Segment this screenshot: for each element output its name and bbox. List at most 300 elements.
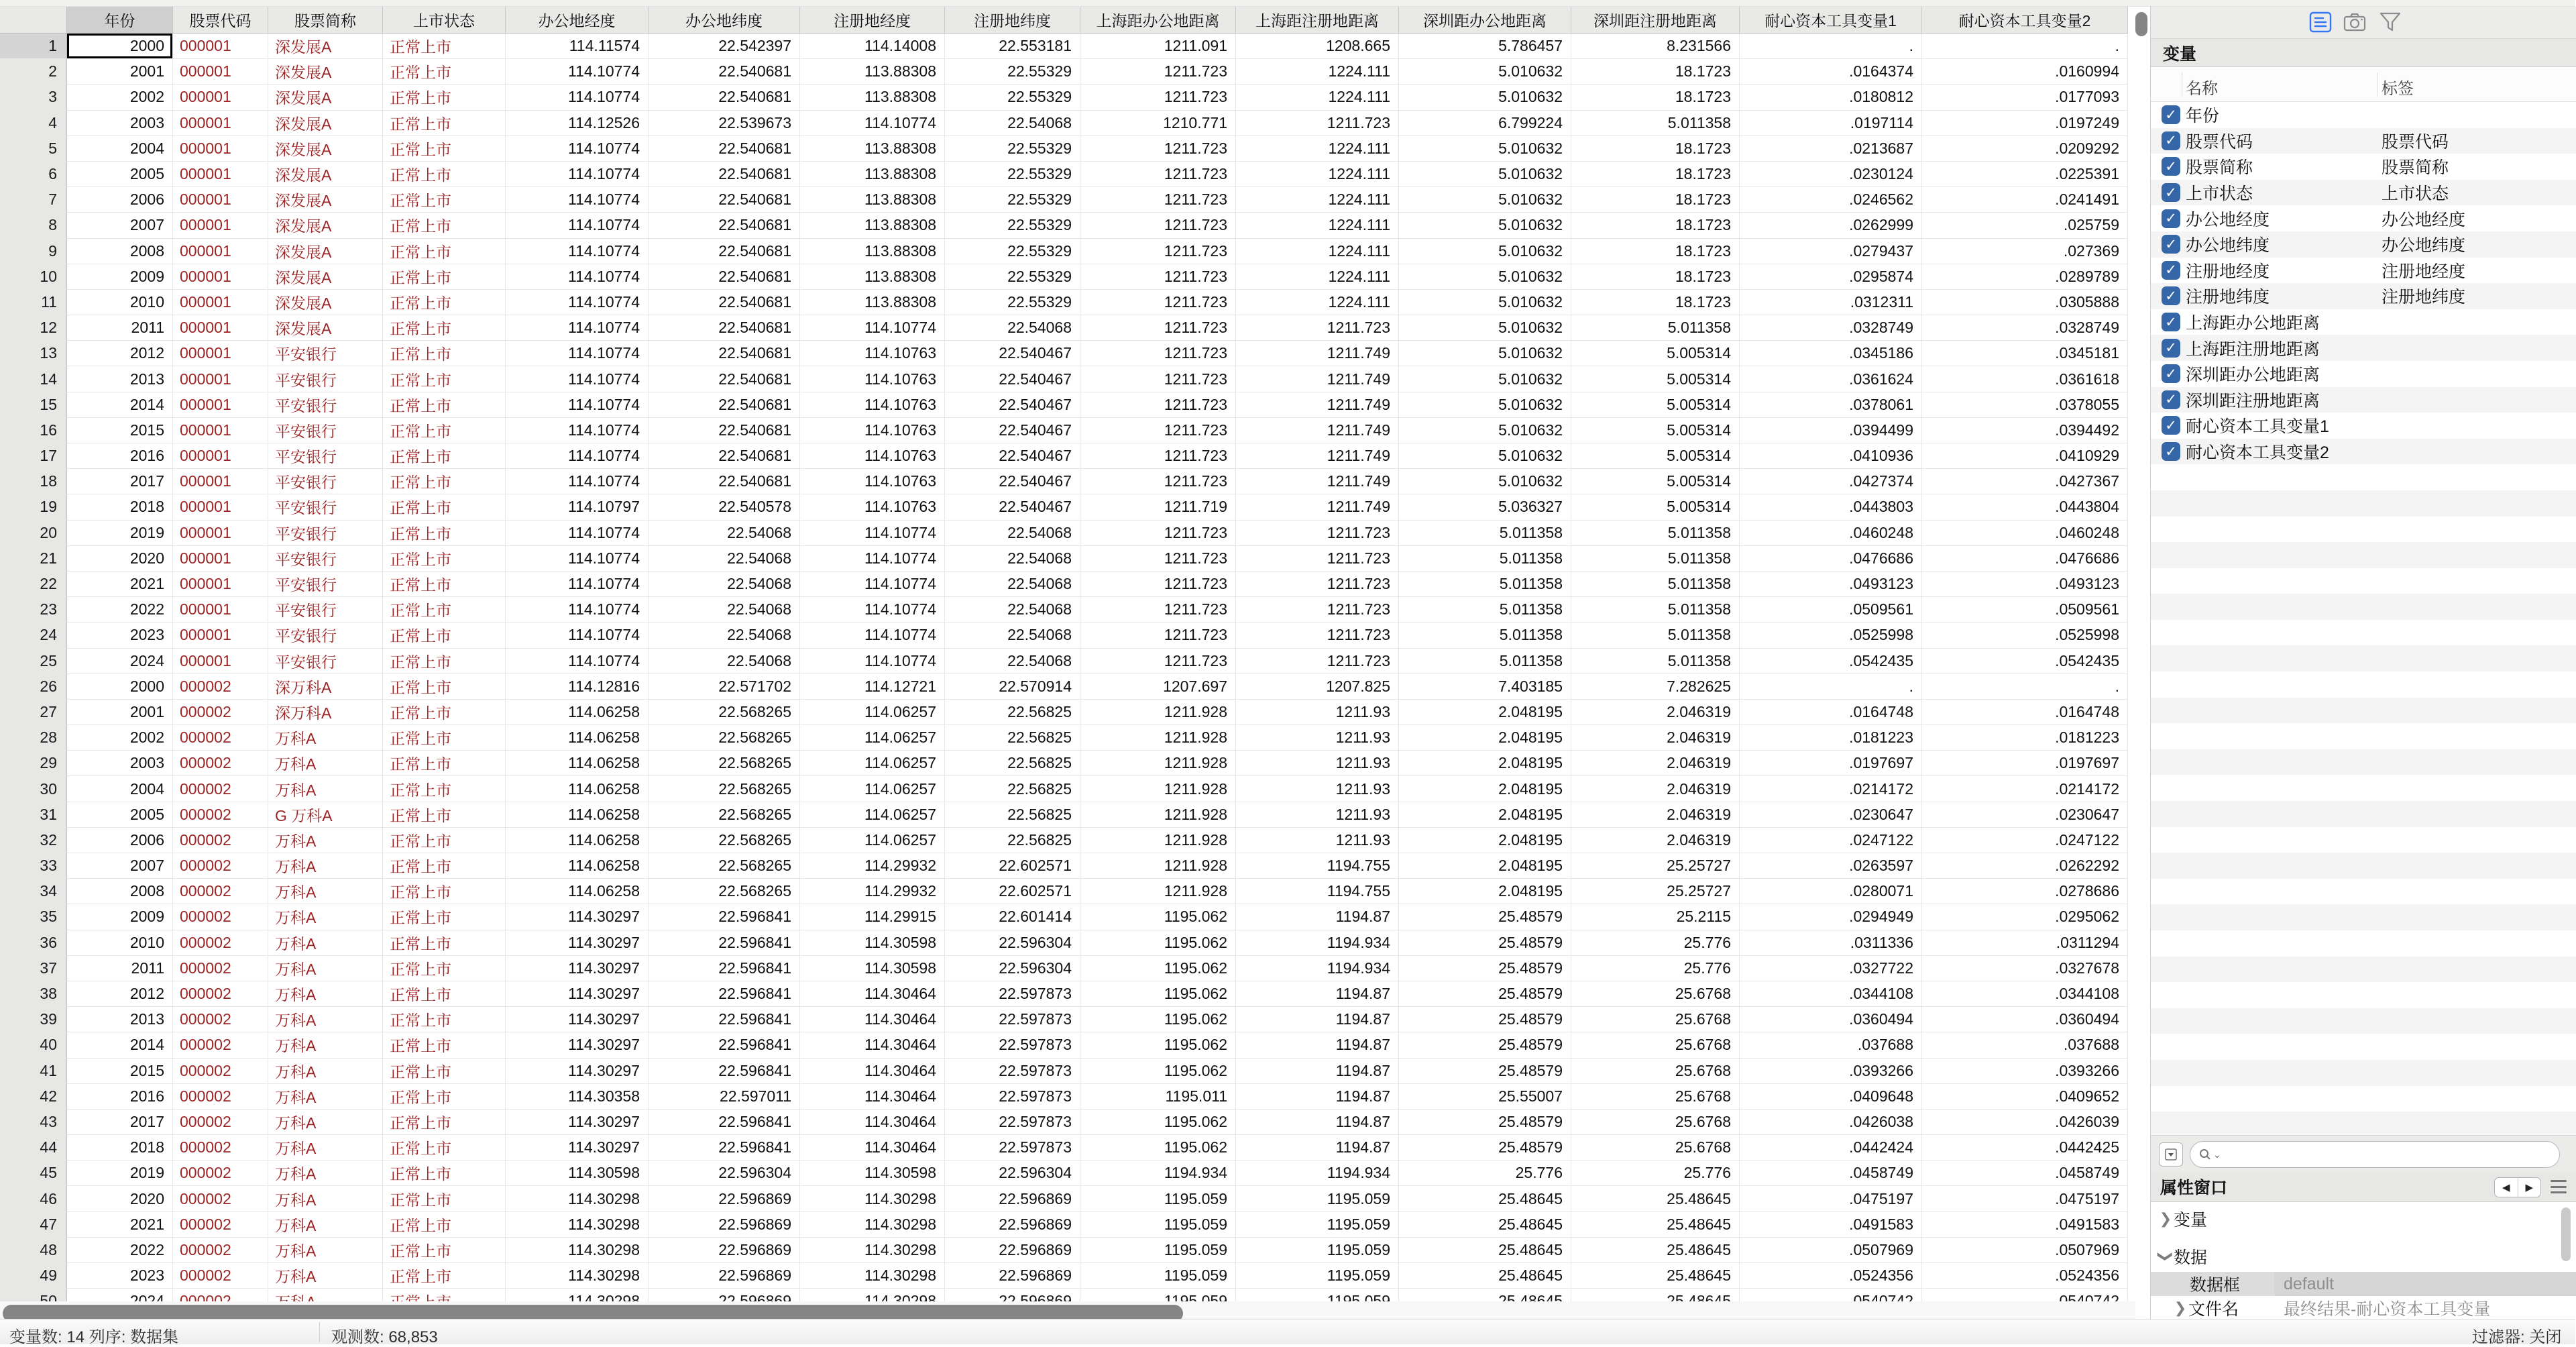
cell[interactable]: 000002	[173, 1212, 268, 1238]
cell[interactable]: 114.12816	[506, 674, 649, 700]
cell[interactable]: 114.10774	[506, 187, 649, 213]
cell[interactable]: 1224.111	[1236, 162, 1399, 187]
search-filter-dropdown-button[interactable]	[2159, 1142, 2183, 1167]
cell[interactable]: 114.06258	[506, 725, 649, 751]
cell[interactable]: 25.48645	[1399, 1212, 1571, 1238]
cell[interactable]: 2014	[67, 1032, 173, 1058]
cell[interactable]: 2.048195	[1399, 776, 1571, 802]
search-input[interactable]	[2221, 1145, 2559, 1164]
row-number[interactable]: 44	[0, 1135, 67, 1161]
cell[interactable]: 5.011358	[1571, 623, 1740, 648]
cell[interactable]: 1211.091	[1080, 34, 1236, 59]
cell[interactable]: 1211.723	[1236, 649, 1399, 674]
cell[interactable]: 2020	[67, 1186, 173, 1211]
cell[interactable]: 25.55007	[1399, 1084, 1571, 1110]
cell[interactable]: 1194.934	[1236, 930, 1399, 956]
variable-row[interactable]	[2151, 205, 2576, 231]
cell[interactable]: 5.010632	[1399, 418, 1571, 443]
cell[interactable]: 114.10774	[800, 111, 945, 136]
cell[interactable]: 000001	[173, 85, 268, 110]
cell[interactable]: .0475197	[1740, 1186, 1922, 1211]
property-row-frame[interactable]	[2151, 1272, 2576, 1296]
row-number[interactable]: 15	[0, 392, 67, 418]
cell[interactable]: 000001	[173, 315, 268, 341]
cell[interactable]: 1211.749	[1236, 469, 1399, 494]
checkbox-checked-icon[interactable]: ✓	[2162, 442, 2180, 461]
cell[interactable]: 114.29915	[800, 904, 945, 930]
cell[interactable]: 平安银行	[268, 392, 383, 418]
cell[interactable]: 1211.723	[1080, 597, 1236, 623]
cell[interactable]: 正常上市	[383, 392, 506, 418]
cell[interactable]: 000002	[173, 1135, 268, 1161]
cell[interactable]: 22.596869	[649, 1212, 800, 1238]
cell[interactable]: 22.568265	[649, 802, 800, 828]
cell[interactable]: 25.6768	[1571, 1084, 1740, 1110]
cell[interactable]: .0442425	[1922, 1135, 2128, 1161]
cell[interactable]: 1211.723	[1080, 546, 1236, 572]
cell[interactable]: 2003	[67, 111, 173, 136]
cell[interactable]: 113.88308	[800, 290, 945, 315]
cell[interactable]: 114.30598	[800, 930, 945, 956]
cell[interactable]: 000001	[173, 494, 268, 520]
cell[interactable]: 2014	[67, 392, 173, 418]
cell[interactable]: 25.48645	[1399, 1238, 1571, 1263]
chevron-right-icon[interactable]: ❯	[2159, 1210, 2172, 1227]
cell[interactable]: 正常上市	[383, 494, 506, 520]
cell[interactable]: 000001	[173, 418, 268, 443]
cell[interactable]: .0378055	[1922, 392, 2128, 418]
cell[interactable]: 5.010632	[1399, 315, 1571, 341]
cell[interactable]: 万科A	[268, 1161, 383, 1186]
column-header-1[interactable]: 年份	[67, 7, 173, 34]
cell[interactable]: 22.54068	[649, 649, 800, 674]
cell[interactable]: 1211.93	[1236, 776, 1399, 802]
cell[interactable]: 18.1723	[1571, 213, 1740, 238]
variable-row[interactable]	[2151, 413, 2576, 439]
cell[interactable]: .0394499	[1740, 418, 1922, 443]
row-number[interactable]: 47	[0, 1212, 67, 1238]
cell[interactable]: 万科A	[268, 776, 383, 802]
cell[interactable]: 114.30598	[506, 1161, 649, 1186]
cell[interactable]: .037688	[1922, 1032, 2128, 1058]
cell[interactable]: 2013	[67, 366, 173, 392]
cell[interactable]: 2009	[67, 264, 173, 290]
cell[interactable]: 正常上市	[383, 623, 506, 648]
cell[interactable]: 18.1723	[1571, 85, 1740, 110]
cell[interactable]: .0410929	[1922, 443, 2128, 469]
row-number[interactable]: 41	[0, 1059, 67, 1084]
cell[interactable]: 1194.934	[1236, 1161, 1399, 1186]
cell[interactable]: 正常上市	[383, 1110, 506, 1135]
cell[interactable]: 2021	[67, 572, 173, 597]
cell[interactable]: 1211.723	[1080, 521, 1236, 546]
cell[interactable]: 1195.059	[1080, 1263, 1236, 1289]
cell[interactable]: 5.011358	[1571, 572, 1740, 597]
cell[interactable]: 2010	[67, 930, 173, 956]
row-number[interactable]: 40	[0, 1032, 67, 1058]
variable-row[interactable]	[2151, 439, 2576, 465]
cell[interactable]: 深发展A	[268, 162, 383, 187]
cell[interactable]: .0246562	[1740, 187, 1922, 213]
cell[interactable]: 114.10774	[800, 623, 945, 648]
cell[interactable]: 1194.87	[1236, 1110, 1399, 1135]
cell[interactable]: 1211.723	[1080, 341, 1236, 366]
cell[interactable]: 深发展A	[268, 315, 383, 341]
cell[interactable]: .0262999	[1740, 213, 1922, 238]
cell[interactable]: .0361624	[1740, 366, 1922, 392]
cell[interactable]: .0344108	[1740, 981, 1922, 1007]
variable-row[interactable]	[2151, 102, 2576, 128]
cell[interactable]: .0197697	[1740, 751, 1922, 776]
cell[interactable]: 2.048195	[1399, 725, 1571, 751]
row-number[interactable]: 8	[0, 213, 67, 238]
cell[interactable]: .0427374	[1740, 469, 1922, 494]
row-number[interactable]: 9	[0, 239, 67, 264]
cell[interactable]: 000002	[173, 956, 268, 981]
checkbox-checked-icon[interactable]: ✓	[2162, 364, 2180, 383]
cell[interactable]: 万科A	[268, 1186, 383, 1211]
cell[interactable]: 114.10763	[800, 494, 945, 520]
cell[interactable]: 1194.87	[1236, 1007, 1399, 1032]
cell[interactable]: 万科A	[268, 751, 383, 776]
cell[interactable]: 000001	[173, 59, 268, 85]
cell[interactable]: 114.10774	[506, 521, 649, 546]
cell[interactable]: 1211.928	[1080, 802, 1236, 828]
cell[interactable]: 22.596304	[945, 930, 1080, 956]
cell[interactable]: .0507969	[1922, 1238, 2128, 1263]
cell[interactable]: 114.30464	[800, 1007, 945, 1032]
cell[interactable]: 2005	[67, 802, 173, 828]
cell[interactable]: 113.88308	[800, 187, 945, 213]
cell[interactable]: 22.54068	[945, 111, 1080, 136]
cell[interactable]: .0443803	[1740, 494, 1922, 520]
cell[interactable]: 22.540681	[649, 162, 800, 187]
cell[interactable]: 2.048195	[1399, 879, 1571, 904]
cell[interactable]: 22.54068	[649, 597, 800, 623]
cell[interactable]: 平安银行	[268, 546, 383, 572]
cell[interactable]: 114.10763	[800, 418, 945, 443]
cell[interactable]: .0305888	[1922, 290, 2128, 315]
cell[interactable]: 22.54068	[945, 597, 1080, 623]
cell[interactable]: 22.568265	[649, 700, 800, 725]
column-header-13[interactable]: 耐心资本工具变量1	[1740, 7, 1922, 34]
cell[interactable]: 114.10763	[800, 341, 945, 366]
cell[interactable]: 114.30297	[506, 1007, 649, 1032]
cell[interactable]: 25.6768	[1571, 1032, 1740, 1058]
cell[interactable]: 114.10774	[506, 418, 649, 443]
cell[interactable]: 22.596869	[945, 1238, 1080, 1263]
cell[interactable]: 000001	[173, 341, 268, 366]
cell[interactable]: 1211.723	[1080, 392, 1236, 418]
cell[interactable]: 正常上市	[383, 469, 506, 494]
cell[interactable]: 25.6768	[1571, 981, 1740, 1007]
cell[interactable]: 5.010632	[1399, 366, 1571, 392]
cell[interactable]: .	[1922, 34, 2128, 59]
cell[interactable]: 114.10774	[506, 315, 649, 341]
row-number[interactable]: 21	[0, 546, 67, 572]
checkbox-checked-icon[interactable]: ✓	[2162, 286, 2180, 305]
cell[interactable]: 18.1723	[1571, 162, 1740, 187]
cell[interactable]: 114.10774	[506, 623, 649, 648]
cell[interactable]: 2015	[67, 418, 173, 443]
cell[interactable]: 22.54068	[649, 623, 800, 648]
cell[interactable]: 正常上市	[383, 751, 506, 776]
cell[interactable]: 22.596841	[649, 981, 800, 1007]
cell[interactable]: .0378061	[1740, 392, 1922, 418]
chevron-right-icon[interactable]: ❯	[2174, 1299, 2187, 1316]
cell[interactable]: 114.30298	[800, 1238, 945, 1263]
cell[interactable]: 1211.93	[1236, 802, 1399, 828]
search-scope-chevron-icon[interactable]: ⌄	[2213, 1148, 2221, 1160]
cell[interactable]: 5.005314	[1571, 366, 1740, 392]
cell[interactable]: 000001	[173, 162, 268, 187]
cell[interactable]: 22.54068	[945, 521, 1080, 546]
cell[interactable]: 114.06258	[506, 879, 649, 904]
cell[interactable]: 114.06258	[506, 700, 649, 725]
cell[interactable]: 22.55329	[945, 136, 1080, 162]
cell[interactable]: 113.88308	[800, 85, 945, 110]
cell[interactable]: 1195.059	[1080, 1186, 1236, 1211]
cell[interactable]: 1211.723	[1236, 315, 1399, 341]
cell[interactable]: 114.10774	[800, 649, 945, 674]
cell[interactable]: 114.06258	[506, 751, 649, 776]
cell[interactable]: 正常上市	[383, 1186, 506, 1211]
cell[interactable]: 22.540467	[945, 366, 1080, 392]
cell[interactable]: 114.10774	[506, 546, 649, 572]
cell[interactable]: 000002	[173, 700, 268, 725]
cell[interactable]: 1211.723	[1080, 162, 1236, 187]
cell[interactable]: 000001	[173, 649, 268, 674]
cell[interactable]: 22.540681	[649, 187, 800, 213]
variable-row[interactable]	[2151, 283, 2576, 309]
cell[interactable]: .0214172	[1922, 776, 2128, 802]
cell[interactable]: 1195.062	[1080, 981, 1236, 1007]
cell[interactable]: 22.570914	[945, 674, 1080, 700]
cell[interactable]: 25.48645	[1571, 1186, 1740, 1211]
row-number[interactable]: 33	[0, 853, 67, 879]
variable-row[interactable]	[2151, 231, 2576, 258]
cell[interactable]: .0214172	[1740, 776, 1922, 802]
cell[interactable]: .	[1740, 34, 1922, 59]
cell[interactable]: .0164374	[1740, 59, 1922, 85]
cell[interactable]: 1211.723	[1080, 213, 1236, 238]
cell[interactable]: 1194.934	[1080, 1161, 1236, 1186]
cell[interactable]: 5.010632	[1399, 264, 1571, 290]
cell[interactable]: 2.046319	[1571, 828, 1740, 853]
cell[interactable]: 000001	[173, 34, 268, 59]
cell[interactable]: 000001	[173, 521, 268, 546]
cell[interactable]: .0410936	[1740, 443, 1922, 469]
cell[interactable]: 1211.723	[1080, 572, 1236, 597]
next-property-button[interactable]: ▶	[2525, 1182, 2534, 1193]
cell[interactable]: 25.48579	[1399, 1135, 1571, 1161]
cell[interactable]: 22.56825	[945, 725, 1080, 751]
cell[interactable]: 平安银行	[268, 572, 383, 597]
row-number[interactable]: 16	[0, 418, 67, 443]
row-number[interactable]: 13	[0, 341, 67, 366]
cell[interactable]: 1195.011	[1080, 1084, 1236, 1110]
cell[interactable]: .0509561	[1740, 597, 1922, 623]
cell[interactable]: 正常上市	[383, 239, 506, 264]
cell[interactable]: 万科A	[268, 879, 383, 904]
cell[interactable]: 22.568265	[649, 853, 800, 879]
cell[interactable]: 1207.825	[1236, 674, 1399, 700]
cell[interactable]: 1195.059	[1236, 1263, 1399, 1289]
cell[interactable]: 5.005314	[1571, 469, 1740, 494]
cell[interactable]: 000002	[173, 1084, 268, 1110]
cell[interactable]: 1211.749	[1236, 443, 1399, 469]
column-header-11[interactable]: 深圳距办公地距离	[1399, 7, 1571, 34]
cell[interactable]: 深发展A	[268, 34, 383, 59]
cell[interactable]: 2006	[67, 187, 173, 213]
cell[interactable]: 000001	[173, 443, 268, 469]
cell[interactable]: 2024	[67, 649, 173, 674]
cell[interactable]: 2019	[67, 521, 173, 546]
cell[interactable]: 2007	[67, 853, 173, 879]
cell[interactable]: 18.1723	[1571, 239, 1740, 264]
cell[interactable]: 000002	[173, 725, 268, 751]
cell[interactable]: 114.10774	[506, 597, 649, 623]
cell[interactable]: 22.54068	[649, 521, 800, 546]
cell[interactable]: 114.10774	[506, 136, 649, 162]
cell[interactable]: 22.568265	[649, 776, 800, 802]
cell[interactable]: 22.540681	[649, 213, 800, 238]
variable-row[interactable]	[2151, 154, 2576, 180]
cell[interactable]: 正常上市	[383, 366, 506, 392]
cell[interactable]: .0209292	[1922, 136, 2128, 162]
cell[interactable]: 2011	[67, 956, 173, 981]
cell[interactable]: 1207.697	[1080, 674, 1236, 700]
column-header-2[interactable]: 股票代码	[173, 7, 268, 34]
cell[interactable]: 1211.749	[1236, 366, 1399, 392]
cell[interactable]: 正常上市	[383, 956, 506, 981]
cell[interactable]: 1211.719	[1080, 494, 1236, 520]
cell[interactable]: 25.6768	[1571, 1135, 1740, 1161]
cell[interactable]: 22.571702	[649, 674, 800, 700]
cell[interactable]: .0442424	[1740, 1135, 1922, 1161]
cell[interactable]: 113.88308	[800, 213, 945, 238]
cell[interactable]: .0294949	[1740, 904, 1922, 930]
cell[interactable]: 5.011358	[1571, 546, 1740, 572]
cell[interactable]: 2012	[67, 981, 173, 1007]
row-number[interactable]: 45	[0, 1161, 67, 1186]
cell[interactable]: 22.602571	[945, 879, 1080, 904]
cell[interactable]: 22.597873	[945, 1110, 1080, 1135]
cell[interactable]: .0263597	[1740, 853, 1922, 879]
cell[interactable]: 5.011358	[1399, 572, 1571, 597]
variable-row[interactable]	[2151, 258, 2576, 284]
row-number[interactable]: 24	[0, 623, 67, 648]
cell[interactable]: 万科A	[268, 1135, 383, 1161]
cell[interactable]: 1224.111	[1236, 213, 1399, 238]
cell[interactable]: 114.30298	[506, 1212, 649, 1238]
cell[interactable]: 1211.749	[1236, 494, 1399, 520]
cell[interactable]: .0393266	[1740, 1059, 1922, 1084]
cell[interactable]: 000002	[173, 776, 268, 802]
cell[interactable]: 22.540681	[649, 59, 800, 85]
cell[interactable]: 25.776	[1399, 1161, 1571, 1186]
cell[interactable]: 22.553181	[945, 34, 1080, 59]
cell[interactable]: 5.010632	[1399, 59, 1571, 85]
cell[interactable]: 22.56825	[945, 700, 1080, 725]
cell[interactable]: 正常上市	[383, 1032, 506, 1058]
cell[interactable]: 深发展A	[268, 187, 383, 213]
cell[interactable]: 114.06257	[800, 700, 945, 725]
column-header-6[interactable]: 办公地纬度	[649, 7, 800, 34]
cell[interactable]: .0345181	[1922, 341, 2128, 366]
cell[interactable]: 22.55329	[945, 290, 1080, 315]
cell[interactable]: 5.010632	[1399, 290, 1571, 315]
cell[interactable]: .0493123	[1740, 572, 1922, 597]
cell[interactable]: 25.25727	[1571, 853, 1740, 879]
cell[interactable]: 正常上市	[383, 85, 506, 110]
cell[interactable]: 8.231566	[1571, 34, 1740, 59]
cell[interactable]: .0164748	[1922, 700, 2128, 725]
cell[interactable]: 1211.723	[1080, 85, 1236, 110]
cell[interactable]: 正常上市	[383, 725, 506, 751]
cell[interactable]: 114.30464	[800, 1032, 945, 1058]
cell[interactable]: 1211.723	[1236, 597, 1399, 623]
cell[interactable]: 2.048195	[1399, 700, 1571, 725]
cell[interactable]: .0230124	[1740, 162, 1922, 187]
cell[interactable]: 正常上市	[383, 572, 506, 597]
cell[interactable]: 22.597873	[945, 1059, 1080, 1084]
cell[interactable]: 5.011358	[1571, 315, 1740, 341]
cell[interactable]: 1211.723	[1080, 239, 1236, 264]
cell[interactable]: 22.596841	[649, 904, 800, 930]
cell[interactable]: 114.12526	[506, 111, 649, 136]
cell[interactable]: .0241491	[1922, 187, 2128, 213]
row-number[interactable]: 39	[0, 1007, 67, 1032]
cell[interactable]: 正常上市	[383, 828, 506, 853]
cell[interactable]: 114.29932	[800, 879, 945, 904]
cell[interactable]: 25.48579	[1399, 1007, 1571, 1032]
cell[interactable]: 正常上市	[383, 136, 506, 162]
cell[interactable]: 000001	[173, 623, 268, 648]
cell[interactable]: 2004	[67, 776, 173, 802]
cell[interactable]: 114.30298	[506, 1263, 649, 1289]
cell[interactable]: 5.010632	[1399, 85, 1571, 110]
cell[interactable]: 7.282625	[1571, 674, 1740, 700]
cell[interactable]: 114.10774	[506, 392, 649, 418]
cell[interactable]: 114.14008	[800, 34, 945, 59]
cell[interactable]: 22.596841	[649, 1059, 800, 1084]
checkbox-checked-icon[interactable]: ✓	[2162, 416, 2180, 435]
cell[interactable]: 正常上市	[383, 776, 506, 802]
row-number[interactable]: 32	[0, 828, 67, 853]
cell[interactable]: 2008	[67, 879, 173, 904]
row-number[interactable]: 17	[0, 443, 67, 469]
checkbox-checked-icon[interactable]: ✓	[2162, 183, 2180, 202]
cell[interactable]: 5.011358	[1399, 649, 1571, 674]
cell[interactable]: 正常上市	[383, 59, 506, 85]
cell[interactable]: .0279437	[1740, 239, 1922, 264]
cell[interactable]: 1195.062	[1080, 1007, 1236, 1032]
cell[interactable]: 正常上市	[383, 1161, 506, 1186]
cell[interactable]: 2.048195	[1399, 828, 1571, 853]
cell[interactable]: 113.88308	[800, 59, 945, 85]
cell[interactable]: 1195.062	[1080, 904, 1236, 930]
cell[interactable]: 22.55329	[945, 85, 1080, 110]
cell[interactable]: 25.6768	[1571, 1110, 1740, 1135]
cell[interactable]: .0312311	[1740, 290, 1922, 315]
cell[interactable]: 2001	[67, 700, 173, 725]
cell[interactable]: 22.540681	[649, 418, 800, 443]
cell[interactable]: 114.06258	[506, 776, 649, 802]
cell[interactable]: 1195.062	[1080, 1135, 1236, 1161]
cell[interactable]: 7.403185	[1399, 674, 1571, 700]
cell[interactable]: 1211.723	[1236, 572, 1399, 597]
